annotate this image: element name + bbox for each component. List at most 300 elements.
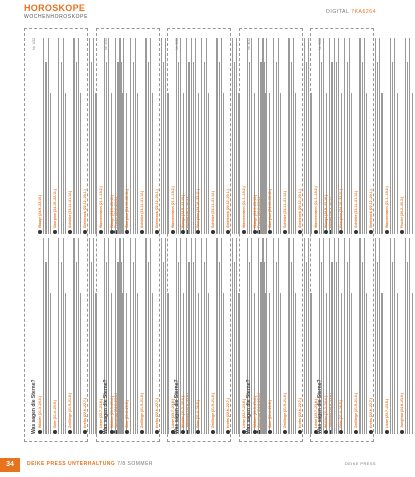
sign-name: Steinbock (22.12.-20.1.) [297, 189, 302, 228]
text-line [119, 238, 120, 434]
page-number: 34 [0, 458, 20, 472]
text-line [117, 262, 118, 434]
aries-icon [253, 430, 257, 434]
text-line [206, 238, 207, 434]
text-line [191, 38, 192, 234]
scorpio-icon [125, 230, 129, 234]
text-line [349, 38, 350, 234]
entry-header [354, 238, 358, 434]
text-line [295, 293, 296, 434]
horoscope-card [24, 28, 103, 442]
horoscope-entry [339, 38, 352, 234]
horoscope-entry [369, 238, 382, 434]
virgo-icon [400, 430, 404, 434]
page-header [24, 3, 376, 25]
entry-header [268, 238, 272, 434]
horoscope-entry [68, 238, 81, 434]
entry-header [324, 38, 328, 234]
sign-name: Waage (24.9.-23.10.) [181, 194, 185, 228]
text-line [165, 38, 166, 234]
text-line [223, 93, 224, 234]
card-title: Was sagen die Sterne? [31, 379, 37, 434]
text-line [43, 38, 44, 234]
text-line [303, 38, 304, 234]
text-line [206, 38, 207, 234]
text-line [375, 38, 376, 234]
entry-header [83, 238, 87, 434]
gemini-icon [354, 430, 358, 434]
text-line [409, 238, 410, 434]
text-line [50, 93, 51, 234]
card-code: Nr. 1/22 [32, 38, 36, 50]
text-line [362, 262, 363, 434]
card-title: Was sagen die Sterne? [317, 379, 323, 434]
text-line [412, 293, 413, 434]
text-line [160, 238, 161, 434]
text-line [204, 262, 205, 434]
taurus-icon [125, 430, 129, 434]
entry-header [196, 38, 200, 234]
text-line [359, 238, 360, 434]
text-line [89, 238, 90, 434]
sign-name: Widder (21.3.-20.4.) [181, 396, 185, 428]
card-column [324, 238, 415, 434]
text-line [61, 62, 62, 234]
cancer-icon [369, 430, 373, 434]
text-line [232, 38, 233, 234]
horoscope-entry [38, 38, 51, 234]
text-line [262, 238, 263, 434]
text-line [379, 38, 380, 234]
text-line [234, 62, 235, 234]
text-line [80, 293, 81, 434]
taurus-icon [196, 430, 200, 434]
text-line [351, 293, 352, 434]
text-line [134, 38, 135, 234]
text-line [232, 238, 233, 434]
entry-header [385, 238, 389, 434]
text-line [186, 238, 187, 434]
sagittarius-icon [354, 230, 358, 234]
text-line [379, 238, 380, 434]
capricorn-icon [298, 230, 302, 234]
card-content [315, 34, 404, 438]
entry-header [354, 38, 358, 234]
horoscope-card [310, 28, 404, 442]
horoscope-entry [53, 38, 66, 234]
horoscope-entry [110, 38, 123, 234]
text-line [364, 238, 365, 434]
footer-issue: 7/8 SOMMER [117, 461, 154, 467]
entry-header [226, 38, 230, 234]
sign-name: Widder (21.3.-20.4.) [252, 396, 257, 428]
text-line [152, 93, 153, 234]
card-header [103, 38, 109, 434]
text-line [329, 238, 330, 434]
entry-header [83, 38, 87, 234]
text-line [351, 93, 352, 234]
entry-header [253, 38, 257, 234]
text-line [50, 293, 51, 434]
horoscope-card [167, 28, 246, 442]
text-line [48, 238, 49, 434]
sign-name: Löwe (23.7.-23.8.) [170, 399, 174, 428]
text-line [234, 262, 235, 434]
horoscope-entry [53, 238, 66, 434]
horoscope-entry [339, 238, 352, 434]
text-line [412, 93, 413, 234]
gemini-icon [283, 430, 287, 434]
entry-header [283, 38, 287, 234]
text-line [45, 62, 46, 234]
sign-name: Schütze (23.11.-21.12.) [139, 190, 144, 228]
text-line [305, 62, 306, 234]
sign-name: Schütze (23.11.-21.12.) [354, 190, 359, 228]
text-line [188, 262, 189, 434]
sign-name: Widder (21.3.-20.4.) [109, 396, 114, 428]
sagittarius-icon [283, 230, 287, 234]
text-line [193, 93, 194, 234]
footer-publication [27, 461, 153, 467]
text-line [150, 238, 151, 434]
entry-header [125, 238, 129, 434]
text-line [366, 293, 367, 434]
sign-name: Steinbock (22.12.-20.1.) [226, 189, 231, 228]
horoscope-entry [38, 238, 51, 434]
scorpio-icon [268, 230, 272, 234]
sign-name: Krebs (22.6.-22.7.) [226, 398, 231, 428]
card-code: Nr. 5/22 [318, 38, 322, 50]
horoscope-entry [253, 38, 266, 234]
sign-name: Schütze (23.11.-21.12.) [211, 190, 216, 228]
text-line [258, 38, 259, 234]
horoscope-entry [385, 38, 398, 234]
scorpio-icon [53, 230, 57, 234]
card-code: Nr. 4/22 [246, 38, 251, 50]
card-title: Was sagen die Sterne? [174, 379, 180, 434]
text-line [137, 93, 138, 234]
text-line [288, 238, 289, 434]
text-line [375, 238, 376, 434]
libra-icon [38, 230, 42, 234]
entry-header [283, 238, 287, 434]
text-line [303, 238, 304, 434]
text-line [381, 93, 382, 234]
entry-header [226, 238, 230, 434]
text-line [63, 38, 64, 234]
horoscope-entry [140, 238, 153, 434]
libra-icon [324, 230, 328, 234]
taurus-icon [339, 430, 343, 434]
text-line [347, 262, 348, 434]
horoscope-entry [400, 238, 413, 434]
sign-name: Zwillinge (21.5.-21.6.) [139, 392, 144, 428]
sign-name: Skorpion (24.10.-22.11.) [196, 189, 201, 228]
sign-name: Krebs (22.6.-22.7.) [154, 398, 159, 428]
text-line [208, 293, 209, 434]
text-line [392, 62, 393, 234]
sign-name: Krebs (22.6.-22.7.) [369, 398, 374, 428]
text-line [293, 238, 294, 434]
text-line [331, 262, 332, 434]
footer-brand: DEIKE PRESS [344, 461, 376, 466]
text-line [394, 38, 395, 234]
horoscope-entry [369, 38, 382, 234]
text-line [409, 38, 410, 234]
entry-header [400, 238, 404, 434]
text-line [65, 293, 66, 434]
entry-header [369, 38, 373, 234]
text-line [344, 38, 345, 234]
text-line [377, 62, 378, 234]
text-line [308, 38, 309, 234]
text-line [293, 38, 294, 234]
horoscope-entry [385, 238, 398, 434]
text-line [273, 38, 274, 234]
text-line [76, 262, 77, 434]
sagittarius-icon [68, 230, 72, 234]
sign-name: Stier (21.4.-20.5.) [196, 400, 201, 428]
text-line [405, 38, 406, 234]
horoscope-entry [211, 238, 224, 434]
cancer-icon [226, 430, 230, 434]
entry-header [298, 38, 302, 234]
sign-name: Waage (24.9.-23.10.) [38, 194, 42, 228]
horoscope-cards [24, 28, 404, 442]
horoscope-entry [268, 238, 281, 434]
gemini-icon [140, 430, 144, 434]
text-line [334, 238, 335, 434]
text-line [236, 38, 237, 234]
sign-name: Löwe (23.7.-23.8.) [241, 399, 246, 428]
entry-header [339, 38, 343, 234]
page-subtitle: WOCHENHOROSKOPE [24, 14, 89, 20]
card-header [31, 38, 37, 434]
text-line [364, 38, 365, 234]
entry-header [53, 38, 57, 234]
horoscope-entry [125, 38, 138, 234]
text-line [91, 62, 92, 234]
text-line [73, 38, 74, 234]
text-line [130, 38, 131, 234]
scorpio-icon [196, 230, 200, 234]
text-line [150, 38, 151, 234]
entry-header [155, 238, 159, 434]
horoscope-entry [68, 38, 81, 234]
sign-name: Stier (21.4.-20.5.) [339, 400, 344, 428]
text-line [93, 38, 94, 234]
horoscope-entry [196, 238, 209, 434]
text-line [390, 38, 391, 234]
libra-icon [181, 230, 185, 234]
horoscope-entry [211, 38, 224, 234]
sign-name: Löwe (23.7.-23.8.) [384, 399, 389, 428]
sign-name: Krebs (22.6.-22.7.) [83, 398, 88, 428]
digital-code: 7KA6264 [351, 9, 376, 15]
entry-header [110, 238, 114, 434]
horoscope-entry [181, 238, 194, 434]
horoscope-entry [140, 38, 153, 234]
text-line [359, 38, 360, 234]
text-line [89, 38, 90, 234]
horoscope-entry [354, 38, 367, 234]
text-line [331, 62, 332, 234]
text-line [334, 38, 335, 234]
sign-name: Schütze (23.11.-21.12.) [68, 190, 73, 228]
text-line [208, 93, 209, 234]
text-line [405, 238, 406, 434]
card-header [246, 38, 252, 434]
card-columns [324, 34, 415, 438]
horoscope-card [239, 28, 317, 442]
text-line [132, 62, 133, 234]
text-line [290, 62, 291, 234]
card-content [241, 34, 317, 438]
sign-name: Wassermann (21.1.-19.2.) [313, 186, 317, 228]
text-line [73, 238, 74, 434]
card-column [324, 38, 415, 234]
card-title: Was sagen die Sterne? [102, 379, 109, 434]
sign-name: Skorpion (24.10.-22.11.) [339, 189, 344, 228]
sign-name: Skorpion (24.10.-22.11.) [124, 189, 129, 228]
text-line [117, 62, 118, 234]
sign-name: Zwillinge (21.5.-21.6.) [211, 392, 216, 428]
entry-header [110, 38, 114, 234]
sign-name: Jungfrau (24.8.-23.9.) [399, 392, 404, 428]
entry-header [196, 238, 200, 434]
text-line [265, 293, 266, 434]
sign-name: Zwillinge (21.5.-21.6.) [354, 392, 359, 428]
card-content [172, 34, 246, 438]
text-line [45, 262, 46, 434]
text-line [290, 262, 291, 434]
text-line [201, 238, 202, 434]
capricorn-icon [83, 230, 87, 234]
text-line [188, 62, 189, 234]
text-line [377, 262, 378, 434]
aries-icon [181, 430, 185, 434]
text-line [273, 238, 274, 434]
entry-header [125, 38, 129, 234]
aries-icon [38, 430, 42, 434]
text-line [381, 293, 382, 434]
sign-name: Widder (21.3.-20.4.) [38, 396, 42, 428]
text-line [347, 62, 348, 234]
text-line [219, 262, 220, 434]
text-line [390, 238, 391, 434]
horoscope-entry [283, 238, 296, 434]
sign-name: Steinbock (22.12.-20.1.) [154, 189, 159, 228]
aries-icon [324, 430, 328, 434]
entry-header [369, 238, 373, 434]
text-line [362, 62, 363, 234]
text-line [308, 238, 309, 434]
horoscope-entry [181, 38, 194, 234]
libra-icon [110, 230, 114, 234]
text-line [262, 38, 263, 234]
entry-header [155, 38, 159, 234]
page-title: HOROSKOPE [24, 3, 86, 13]
card-content [29, 34, 103, 438]
cancer-icon [155, 430, 159, 434]
text-line [221, 38, 222, 234]
entry-header [268, 38, 272, 234]
entry-header [298, 238, 302, 434]
taurus-icon [268, 430, 272, 434]
text-line [48, 38, 49, 234]
aquarius-icon [385, 230, 389, 234]
text-line [216, 238, 217, 434]
card-header [174, 38, 180, 434]
text-line [280, 293, 281, 434]
card-code: Nr. 2/22 [103, 38, 108, 50]
text-line [186, 38, 187, 234]
sign-name: Wassermann (21.1.-19.2.) [170, 186, 174, 228]
text-line [145, 238, 146, 434]
text-line [260, 262, 261, 434]
entry-header [140, 238, 144, 434]
entry-header [211, 38, 215, 234]
text-line [280, 93, 281, 234]
text-line [275, 62, 276, 234]
entry-header [400, 38, 404, 234]
leo-icon [385, 430, 389, 434]
entry-header [253, 238, 257, 434]
entry-header [38, 238, 42, 434]
text-line [43, 238, 44, 434]
text-line [336, 293, 337, 434]
text-line [122, 93, 123, 234]
card-header [317, 38, 323, 434]
sagittarius-icon [140, 230, 144, 234]
card-title: Was sagen die Sterne? [245, 379, 252, 434]
text-line [152, 293, 153, 434]
horoscope-entry [283, 38, 296, 234]
text-line [193, 293, 194, 434]
text-line [61, 262, 62, 434]
horoscope-entry [400, 38, 413, 234]
sign-name: Widder (21.3.-20.4.) [324, 396, 328, 428]
sign-name: Steinbock (22.12.-20.1.) [83, 189, 88, 228]
text-line [397, 293, 398, 434]
text-line [78, 238, 79, 434]
card-code: Nr. 3/22 [175, 38, 179, 50]
sign-name: Wassermann (21.1.-19.2.) [384, 186, 389, 228]
scorpio-icon [339, 230, 343, 234]
text-line [76, 62, 77, 234]
text-line [336, 93, 337, 234]
text-line [145, 38, 146, 234]
sign-name: Stier (21.4.-20.5.) [53, 400, 58, 428]
text-line [204, 62, 205, 234]
text-line [394, 238, 395, 434]
horoscope-entry [324, 38, 337, 234]
text-line [260, 62, 261, 234]
text-line [277, 238, 278, 434]
text-line [137, 293, 138, 434]
sign-name: Steinbock (22.12.-20.1.) [369, 189, 374, 228]
text-line [162, 262, 163, 434]
text-line [277, 38, 278, 234]
text-line [130, 238, 131, 434]
aries-icon [110, 430, 114, 434]
horoscope-entry [253, 238, 266, 434]
gemini-icon [68, 430, 72, 434]
sign-name: Stier (21.4.-20.5.) [124, 400, 129, 428]
footer-publication-name: DEIKE PRESS UNTERHALTUNG [27, 461, 116, 467]
sign-name: Zwillinge (21.5.-21.6.) [68, 392, 73, 428]
sign-name: Schütze (23.11.-21.12.) [282, 190, 287, 228]
